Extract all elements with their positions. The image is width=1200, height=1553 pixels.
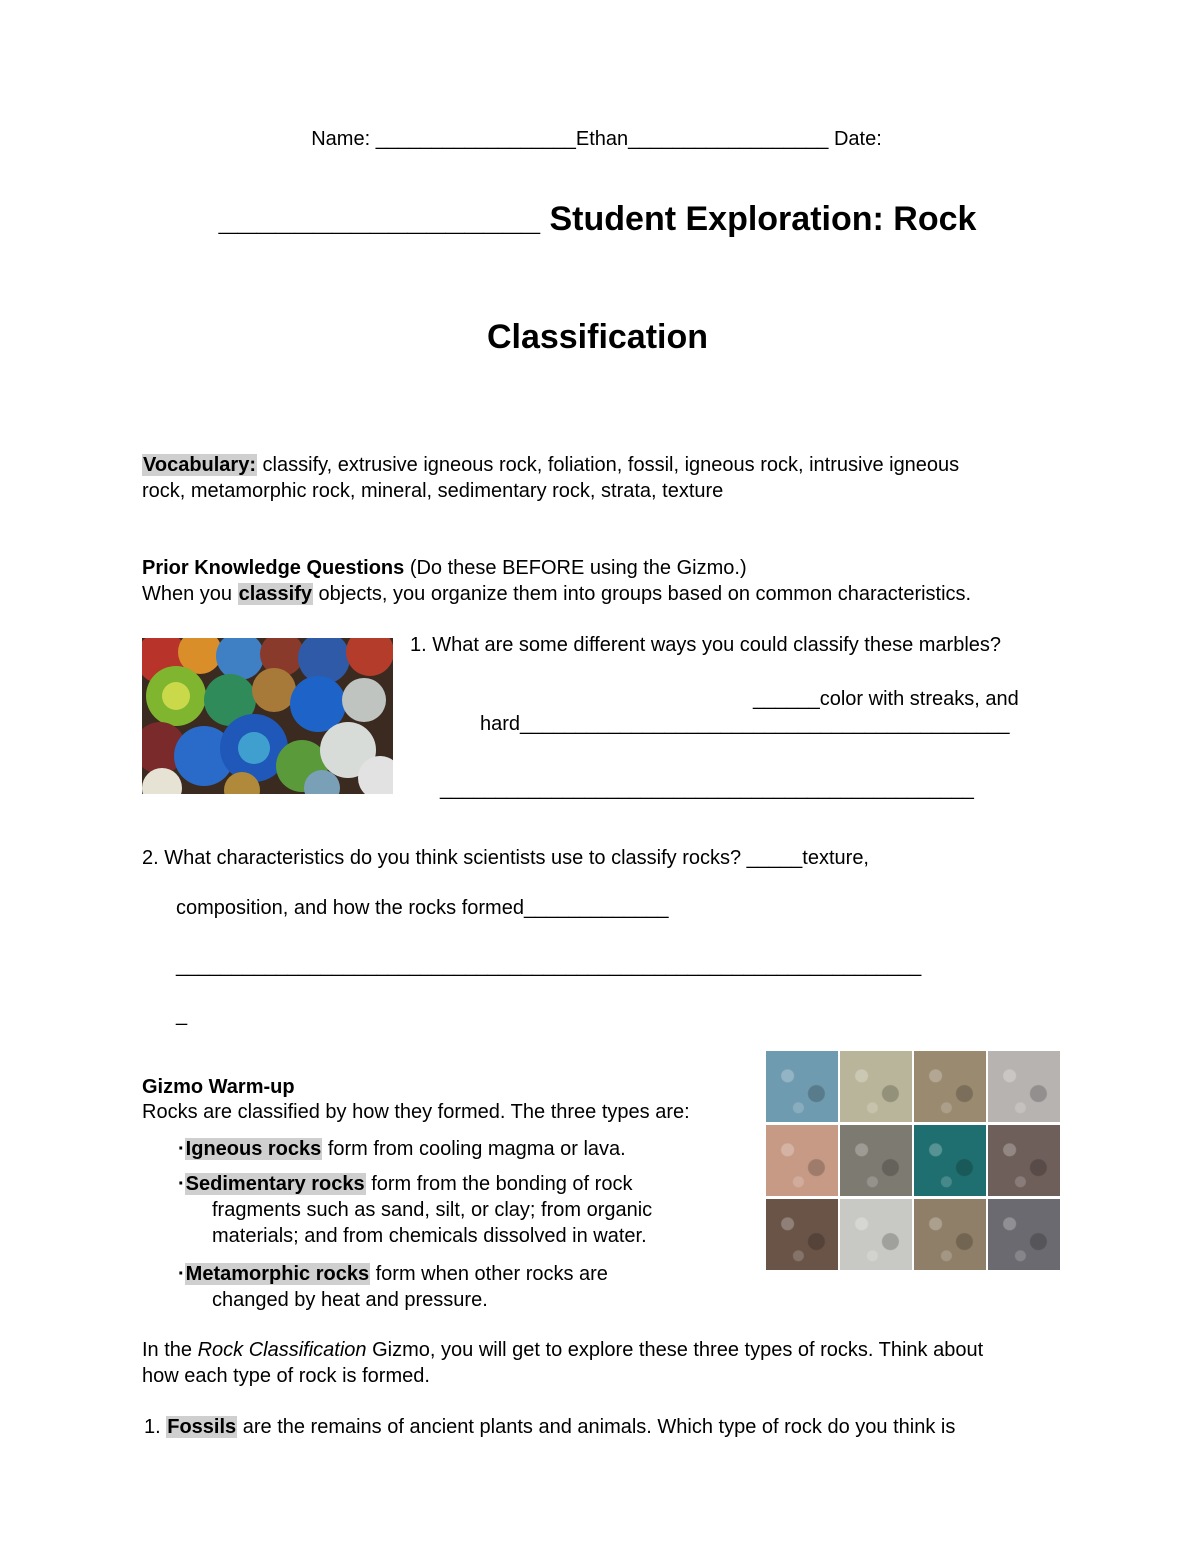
warmup-intro: Rocks are classified by how they formed. The three types are: <box>142 1101 690 1123</box>
rock-sample-tile <box>988 1051 1060 1122</box>
title-text: Student Exploration: Rock <box>549 200 977 238</box>
q1-answer-line1[interactable]: ______color with streaks, and <box>753 688 1019 710</box>
warmup-heading: Gizmo Warm-up <box>142 1076 295 1098</box>
bullet-igneous <box>178 1136 626 1162</box>
rock-sample-tile <box>988 1125 1060 1196</box>
para-after: Gizmo, you will get to explore these three types of rocks. Think about <box>366 1339 984 1361</box>
rock-sample-tile <box>914 1051 986 1122</box>
q1-text: are the remains of ancient plants and animals. Which type of rock do you think is <box>237 1416 956 1438</box>
page-title-line1 <box>0 200 1195 239</box>
vocabulary-terms-1: classify, extrusive igneous rock, foliation, fossil, igneous rock, intrusive igneous <box>257 454 960 476</box>
rock-sample-tile <box>766 1199 838 1270</box>
warmup-paragraph-line1 <box>142 1337 983 1363</box>
sedimentary-text-1: form from the bonding of rock <box>365 1173 633 1195</box>
intro-before: When you <box>142 583 238 605</box>
q1-answer-line2[interactable]: hard____________________________________________ <box>480 713 1010 735</box>
rock-sample-tile <box>840 1051 912 1122</box>
fossils-term: Fossils <box>167 1416 237 1438</box>
bullet-icon: · <box>178 1173 185 1195</box>
bullet-icon: · <box>178 1263 185 1285</box>
question-2: 2. What characteristics do you think scientists use to classify rocks? _____texture, <box>142 847 869 869</box>
para-before: In the <box>142 1339 198 1361</box>
igneous-text: form from cooling magma or lava. <box>322 1138 626 1160</box>
q1-number: 1. <box>144 1416 167 1438</box>
q1-answer-line3[interactable]: ________________________________________________ <box>440 778 974 800</box>
rock-sample-tile <box>840 1125 912 1196</box>
rock-sample-tile <box>988 1199 1060 1270</box>
title-blank: _________________ <box>218 200 541 238</box>
prior-heading-note: (Do these BEFORE using the Gizmo.) <box>404 557 747 579</box>
rock-sample-tile <box>914 1199 986 1270</box>
bullet-sedimentary <box>178 1171 632 1197</box>
prior-heading-bold: Prior Knowledge Questions <box>142 557 405 579</box>
igneous-term: Igneous rocks <box>185 1138 322 1160</box>
warmup-paragraph-line2: how each type of rock is formed. <box>142 1365 430 1387</box>
metamorphic-text-2: changed by heat and pressure. <box>212 1289 488 1311</box>
sedimentary-text-3: materials; and from chemicals dissolved in water. <box>212 1225 647 1247</box>
name-date-line: Name: __________________Ethan__________________ Date: <box>311 128 882 150</box>
metamorphic-text-1: form when other rocks are <box>370 1263 608 1285</box>
q2-answer-line4[interactable]: _ <box>176 1004 188 1026</box>
marbles-image <box>142 638 393 794</box>
rock-samples-grid <box>766 1051 1062 1269</box>
metamorphic-term: Metamorphic rocks <box>185 1263 370 1285</box>
gizmo-name: Rock Classification <box>197 1339 367 1361</box>
prior-knowledge-heading <box>142 555 747 581</box>
q2-answer-line2[interactable]: composition, and how the rocks formed_____________ <box>176 897 669 919</box>
vocabulary-label: Vocabulary: <box>143 454 256 476</box>
classify-term: classify <box>238 583 312 605</box>
sedimentary-term: Sedimentary rocks <box>185 1173 365 1195</box>
q2-answer-line3[interactable]: ___________________________________________________________________ <box>176 955 922 977</box>
sedimentary-text-2: fragments such as sand, silt, or clay; from organic <box>212 1199 653 1221</box>
bullet-metamorphic <box>178 1261 608 1287</box>
intro-after: objects, you organize them into groups based on common characteristics. <box>313 583 972 605</box>
warmup-question-1 <box>144 1414 955 1440</box>
marbles-photo <box>142 638 393 794</box>
prior-intro <box>142 581 971 607</box>
question-1: 1. What are some different ways you could classify these marbles? <box>410 634 1002 656</box>
rock-sample-tile <box>766 1125 838 1196</box>
rock-sample-tile <box>914 1125 986 1196</box>
bullet-icon: · <box>178 1138 185 1160</box>
page-title-line2: Classification <box>486 318 709 356</box>
rock-sample-tile <box>840 1199 912 1270</box>
vocabulary-line1 <box>142 452 959 478</box>
vocabulary-line2: rock, metamorphic rock, mineral, sedimentary rock, strata, texture <box>142 480 724 502</box>
rock-sample-tile <box>766 1051 838 1122</box>
